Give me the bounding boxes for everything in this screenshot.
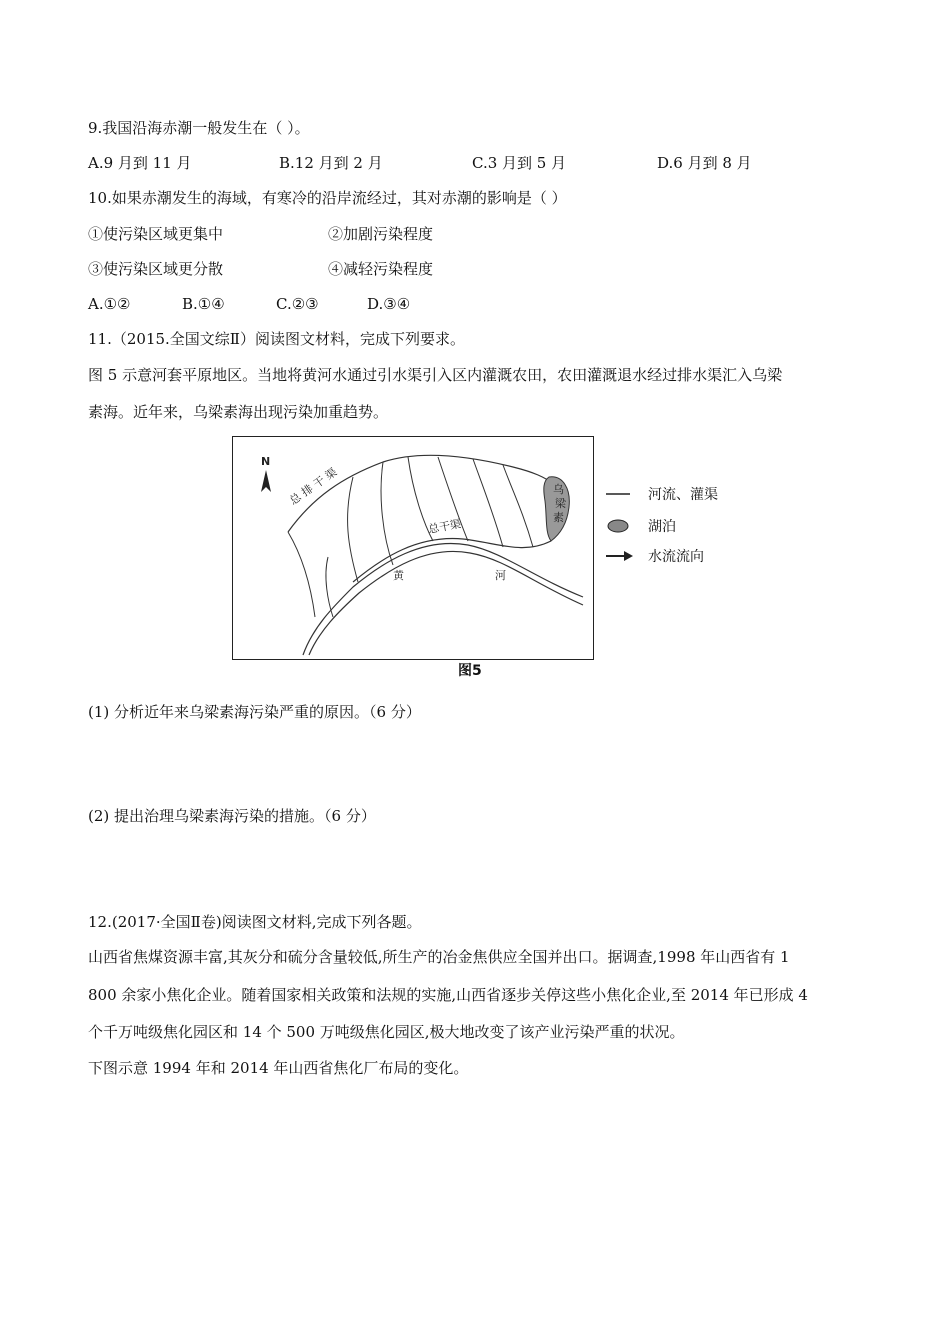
branch-canal [473, 459, 503, 547]
lake-label-1: 乌 [553, 483, 564, 496]
q9-stem: 9.我国沿海赤潮一般发生在（ ）。 [88, 119, 310, 137]
branch-canal [288, 532, 315, 617]
q10-option-c: C.②③ [276, 295, 319, 313]
lake-label-2: 梁 [555, 497, 566, 510]
legend-river [606, 484, 718, 504]
branch-canal [381, 462, 393, 565]
q10-option-a: A.①② [88, 295, 131, 313]
q10-option-d: D.③④ [367, 295, 411, 313]
lake-label-3: 素 [553, 511, 564, 524]
legend-flow [606, 546, 704, 566]
q10-item-1: ①使污染区域更集中 [88, 225, 224, 243]
trunk-canal-label: 总干渠 [427, 517, 463, 536]
yellow-river-bank-north [303, 543, 583, 655]
q9-option-d: D.6 月到 8 月 [657, 154, 752, 172]
q11-material-line-1: 图 5 示意河套平原地区。当地将黄河水通过引水渠引入区内灌溉农田，农田灌溉退水经过排水渠汇入乌梁 [88, 366, 783, 384]
branch-canal [348, 477, 358, 582]
legend-lake-label: 湖泊 [648, 519, 676, 535]
q11-sub-question-2: (2) 提出治理乌梁素海污染的措施。（6 分） [88, 807, 376, 825]
q12-material-line-2: 800 余家小焦化企业。随着国家相关政策和法规的实施,山西省逐步关停这些小焦化企业,至 2014 年已形成 4 [88, 986, 808, 1004]
q9-option-b: B.12 月到 2 月 [279, 154, 383, 172]
legend-river-label: 河流、灌渠 [648, 487, 718, 503]
q11-material-line-2: 素海。近年来，乌梁素海出现污染加重趋势。 [88, 403, 389, 421]
q12-material-line-3: 个千万吨级焦化园区和 14 个 500 万吨级焦化园区,极大地改变了该产业污染严重的状况。 [88, 1023, 685, 1041]
q10-item-2: ②加剧污染程度 [328, 225, 434, 243]
q9-option-c: C.3 月到 5 月 [472, 154, 567, 172]
main-drainage-canal [288, 455, 555, 532]
branch-canal [503, 465, 533, 547]
drainage-canal-label: 总 排 干 渠 [287, 465, 340, 508]
q9-option-a: A.9 月到 11 月 [88, 154, 192, 172]
map-drawing [233, 437, 592, 658]
lake-icon [606, 516, 636, 536]
q10-item-3: ③使污染区域更分散 [88, 260, 224, 278]
hetao-plain-map [232, 436, 594, 660]
q10-item-4: ④减轻污染程度 [328, 260, 434, 278]
north-arrow-icon [261, 470, 271, 492]
q10-option-b: B.①④ [182, 295, 225, 313]
figure-caption: 图5 [458, 663, 482, 679]
q11-sub-question-1: (1) 分析近年来乌梁素海污染严重的原因。（6 分） [88, 703, 421, 721]
q12-stem: 12.(2017·全国Ⅱ卷)阅读图文材料,完成下列各题。 [88, 913, 422, 931]
yellow-river-bank-south [309, 551, 583, 655]
q12-material-line-4: 下图示意 1994 年和 2014 年山西省焦化厂布局的变化。 [88, 1059, 469, 1077]
q12-material-line-1: 山西省焦煤资源丰富,其灰分和硫分含量较低,所生产的冶金焦供应全国并出口。据调查,1998 年山西省有 1 [88, 948, 790, 966]
branch-canal [326, 557, 333, 617]
q11-stem: 11.（2015.全国文综Ⅱ）阅读图文材料，完成下列要求。 [88, 330, 465, 348]
line-icon [606, 484, 636, 504]
north-label: N [261, 455, 271, 468]
arrow-icon [606, 546, 636, 566]
river-label-2: 河 [495, 569, 506, 582]
legend-flow-label: 水流流向 [648, 549, 704, 565]
q10-stem: 10.如果赤潮发生的海域，有寒冷的沿岸流经过，其对赤潮的影响是（ ） [88, 189, 567, 207]
legend-lake [606, 516, 676, 536]
river-label-1: 黄 [393, 569, 404, 582]
